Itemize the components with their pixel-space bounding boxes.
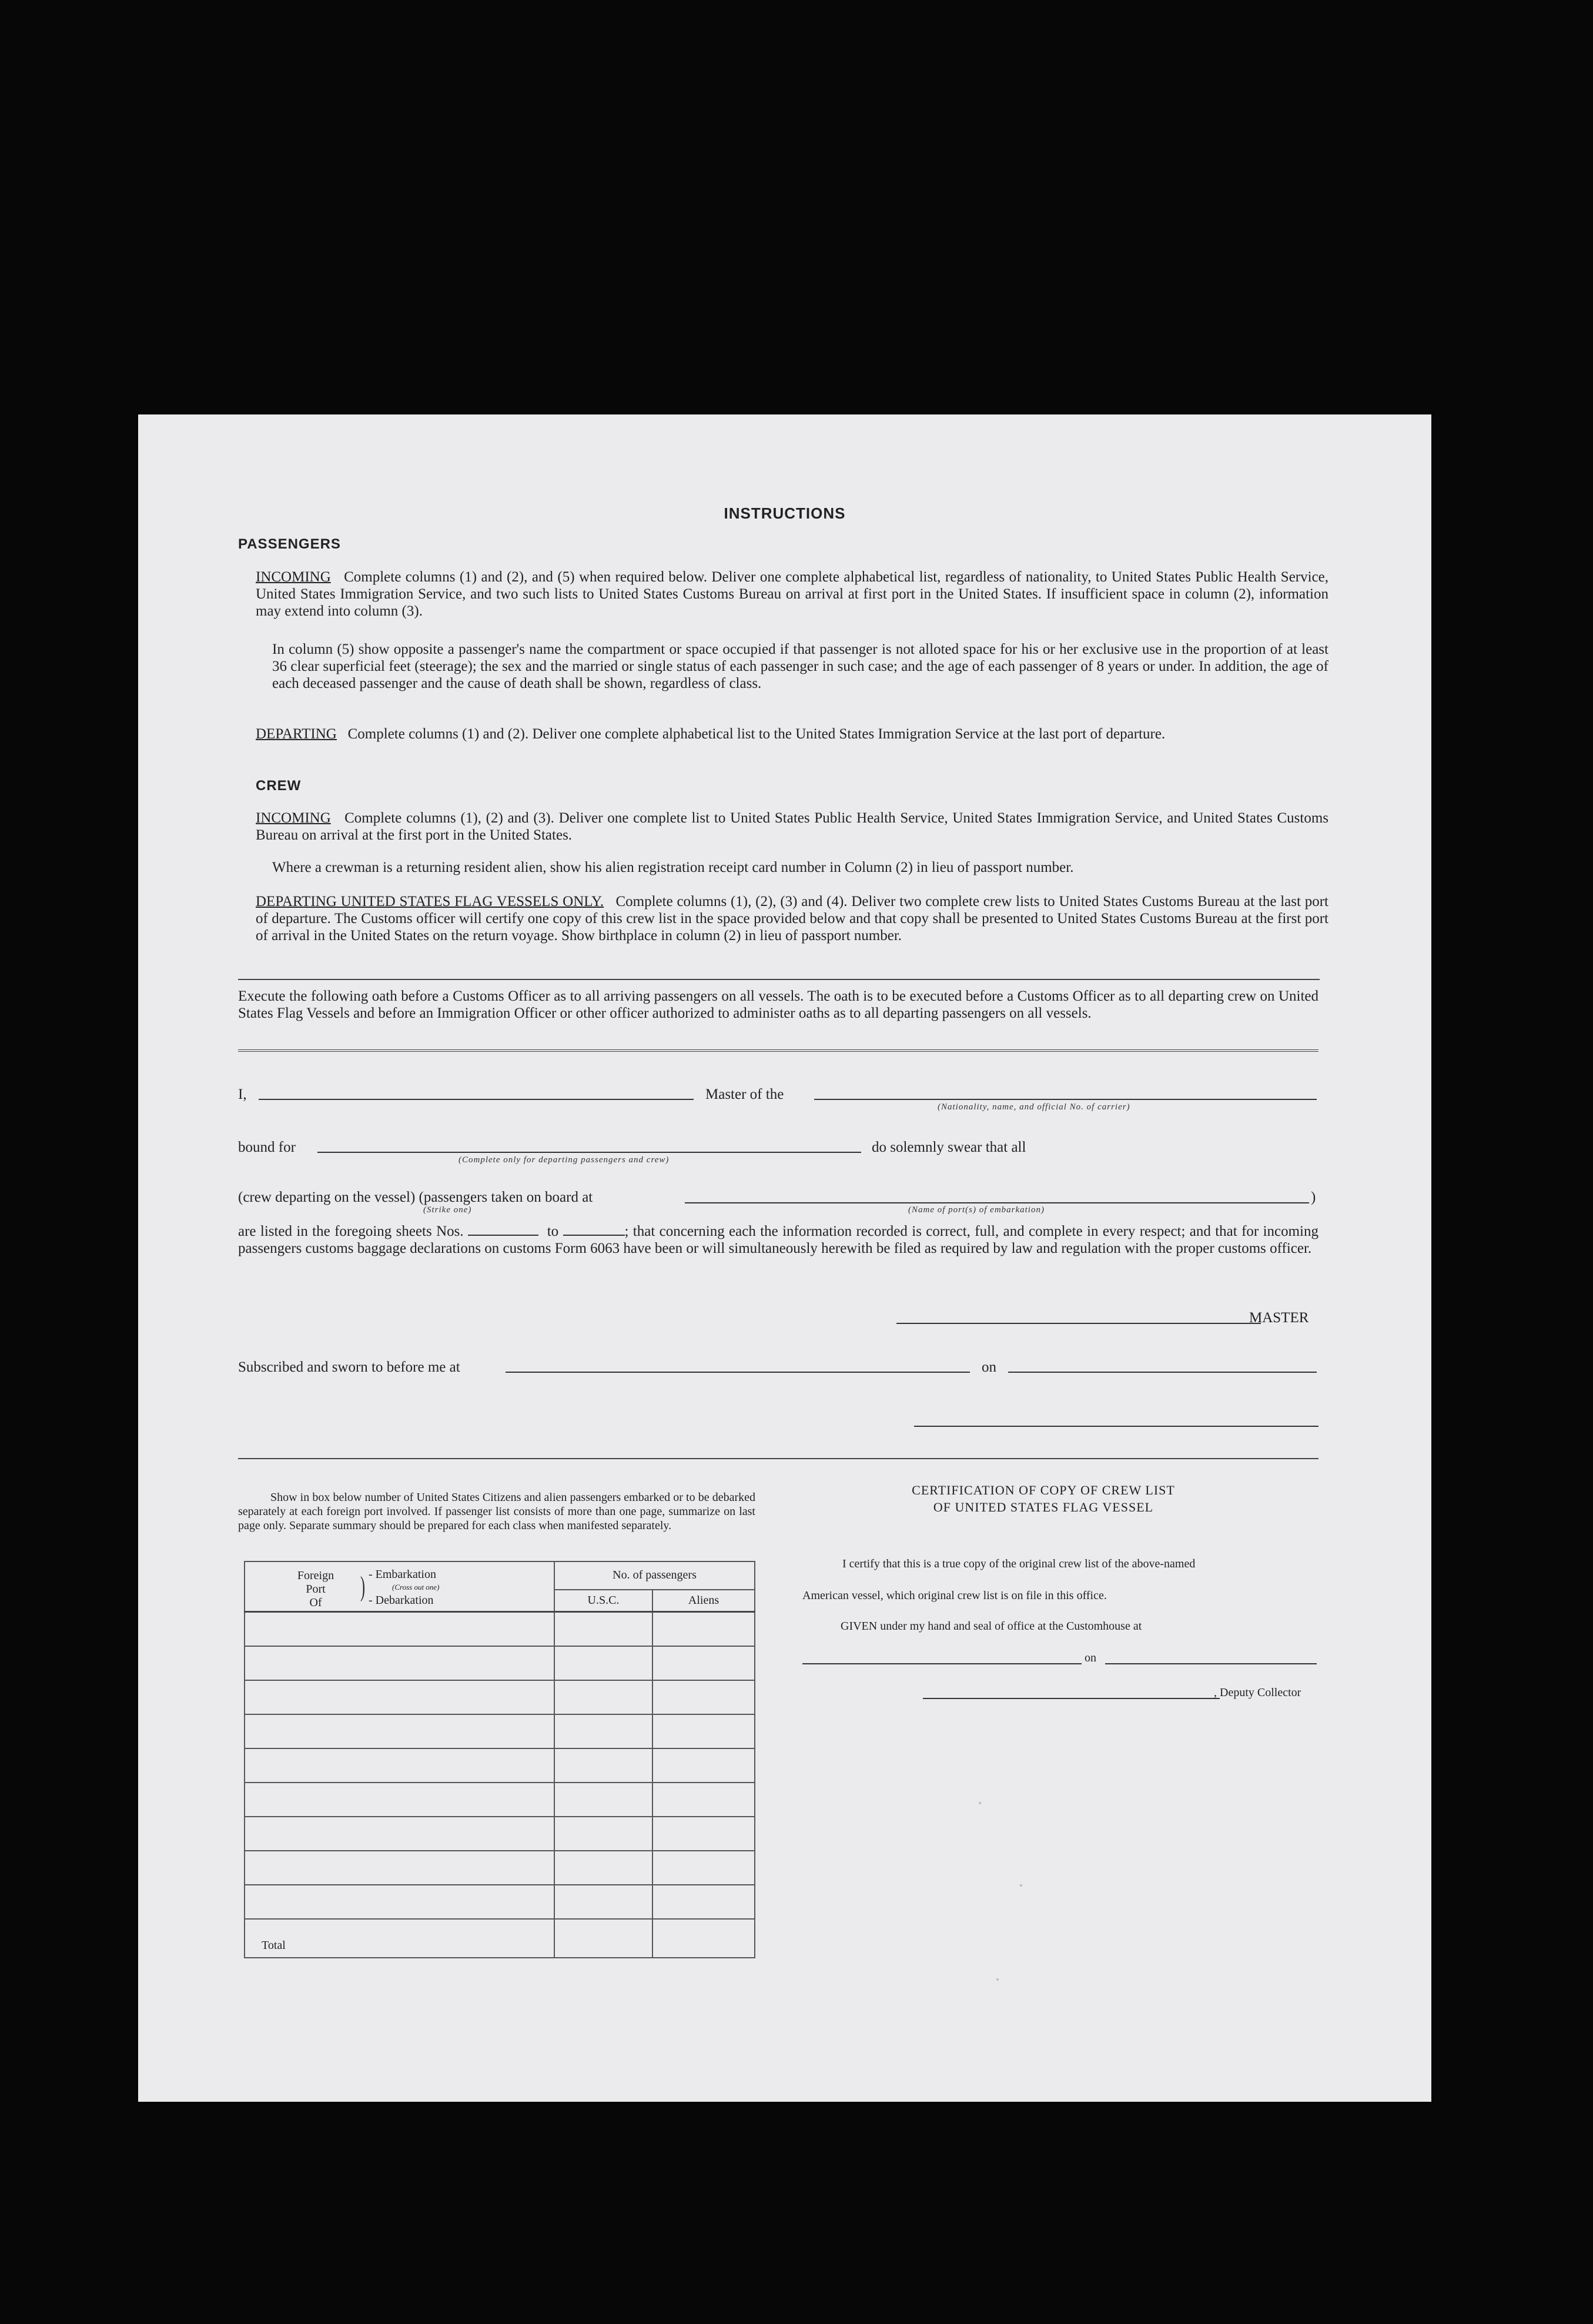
oath-intro-paragraph: Execute the following oath before a Customs Officer as to all arriving passengers on all vessels. The oath is to be executed before a Customs Officer as to all departing crew on United States Flag Vessels and before an Immigration Officer or other officer authorized to administer oaths as to all departing passengers on all vessels. [238,988,1318,1021]
passengers-incoming-paragraph [256,569,1328,620]
crew-departing-paragraph [256,893,1328,944]
scan-speck [996,1978,999,1981]
master-signature-field[interactable] [896,1323,1261,1324]
aliens-cell[interactable] [652,1885,755,1919]
subscribed-place-field[interactable] [506,1372,970,1373]
ports-caption: (Name of port(s) of embarkation) [908,1205,1045,1215]
bound-for-caption: (Complete only for departing passengers and crew) [459,1155,670,1165]
master-label: MASTER [1249,1310,1309,1326]
instructions-title: INSTRUCTIONS [724,504,846,522]
subscribed-date-field[interactable] [1008,1372,1317,1373]
certification-on-label: on [1085,1651,1096,1664]
vessel-text: American vessel, which original crew list is on file in this office. [802,1589,1107,1602]
close-paren: ) [1311,1189,1316,1205]
certify-text: I certify that this is a true copy of the original crew list of the above-named [842,1557,1196,1570]
aliens-cell[interactable] [652,1612,755,1646]
crew-departing-label: DEPARTING UNITED STATES FLAG VESSELS ONLY. [256,894,604,909]
foreign-port-label: Foreign [297,1569,334,1582]
crew-incoming-text: Complete columns (1), (2) and (3). Deliver one complete list to United States Public Health Service, United States Immigration Service, and United States Customs Bureau on arrival at the first port in the United States. [256,810,1329,843]
aliens-cell[interactable] [652,1646,755,1680]
foreign-port-label: Port [306,1583,326,1596]
crew-incoming-label: INCOMING [256,810,331,826]
usc-cell[interactable] [554,1612,652,1646]
port-cell[interactable] [245,1817,554,1851]
aliens-cell[interactable] [652,1680,755,1714]
crew-departing-text: Complete columns (1), (2), (3) and (4). Deliver two complete crew lists to United States Customs Bureau at the last port of departure. The Customs officer will certify one copy of this crew list in the space provided below and that copy shall be presented to United States Customs Bureau at the first port of arrival in the United States on the return voyage. Show birthplace in column (2) in lieu of passport number. [256,894,1329,944]
usc-cell[interactable] [554,1748,652,1783]
oath-i-label: I, [238,1086,247,1102]
divider [238,1458,1318,1459]
crew-resident-paragraph: Where a crewman is a returning resident alien, show his alien registration receipt card number in Column (2) in lieu of passport number. [272,860,1074,875]
scan-speck [979,1802,981,1804]
crew-departing-text: (crew departing on the vessel) (passengers taken on board at [238,1189,593,1205]
deputy-collector-label: , Deputy Collector [1214,1686,1301,1699]
passengers-incoming-text: Complete columns (1) and (2), and (5) when required below. Deliver one complete alphabetical list, regardless of nationality, to United States Public Health Service, United States Immigration Service, and two such lists to United States Customs Bureau on arrival at first port in the United States. If insufficient space in column (2), information may extend into column (3). [256,569,1329,619]
port-cell[interactable] [245,1783,554,1817]
usc-cell[interactable] [554,1783,652,1817]
bound-for-label: bound for [238,1139,296,1155]
given-text: GIVEN under my hand and seal of office at the Customhouse at [841,1620,1142,1633]
subscribed-on-label: on [982,1359,996,1375]
passengers-heading: PASSENGERS [238,536,341,552]
embarkation-label: - Embarkation [369,1568,436,1581]
port-cell[interactable] [245,1646,554,1680]
listed-suffix: ; that concerning each the information recorded is correct, full, and complete in every respect; and that for incoming passengers customs baggage declarations on customs Form 6063 have been or will simultaneously herewith be filed as required by law and regulation with the proper customs officer. [238,1223,1319,1256]
customhouse-field[interactable] [802,1663,1082,1664]
passengers-incoming-label: INCOMING [256,569,331,585]
crew-incoming-paragraph [256,810,1328,844]
passenger-summary-table [244,1561,755,1958]
deputy-signature-field[interactable] [923,1698,1220,1699]
usc-cell[interactable] [554,1680,652,1714]
certification-subtitle: OF UNITED STATES FLAG VESSEL [933,1500,1154,1514]
summary-note: Show in box below number of United States Citizens and alien passengers embarked or to be debarked separately at each foreign port involved. If passenger list consists of more than one page, summarize on last page only. Separate summary should be prepared for each class when manifested separately. [238,1491,755,1532]
master-name-field[interactable] [259,1099,694,1100]
usc-header: U.S.C. [554,1590,652,1612]
port-cell[interactable] [245,1748,554,1783]
aliens-total-cell[interactable] [652,1919,755,1958]
nationality-caption: (Nationality, name, and official No. of carrier) [938,1102,1130,1112]
usc-total-cell[interactable] [554,1919,652,1958]
form-page [138,414,1431,2102]
listed-to: to [547,1223,559,1239]
usc-cell[interactable] [554,1714,652,1748]
debarkation-label: - Debarkation [369,1594,434,1607]
scan-speck [1020,1884,1022,1887]
port-header-cell [245,1561,554,1612]
usc-cell[interactable] [554,1646,652,1680]
usc-cell[interactable] [554,1885,652,1919]
foreign-port-label: Of [309,1596,322,1609]
port-cell[interactable] [245,1714,554,1748]
cross-out-caption: (Cross out one) [392,1583,440,1591]
crew-heading: CREW [256,778,302,794]
subscribed-label: Subscribed and sworn to before me at [238,1359,460,1375]
total-label: Total [245,1919,554,1958]
aliens-cell[interactable] [652,1851,755,1885]
certification-date-field[interactable] [1105,1663,1317,1664]
listed-prefix: are listed in the foregoing sheets Nos. [238,1223,464,1239]
usc-cell[interactable] [554,1817,652,1851]
port-cell[interactable] [245,1885,554,1919]
passengers-departing-text: Complete columns (1) and (2). Deliver one complete alphabetical list to the United States Immigration Service at the last port of departure. [347,726,1166,742]
passengers-column5-paragraph: In column (5) show opposite a passenger's name the compartment or space occupied if that passenger is not alloted space for his or her exclusive use in the proportion of at least 36 clear superficial feet (steerage); the sex and the married or single status of each passenger in such case; and the age of each passenger of 8 years or under. In addition, the age of each deceased passenger and the cause of death shall be shown, regardless of class. [272,641,1328,691]
sheet-from-field[interactable] [468,1224,538,1236]
swear-text: do solemnly swear that all [872,1139,1026,1155]
aliens-cell[interactable] [652,1783,755,1817]
brace-icon: ) [360,1571,365,1602]
embarkation-ports-field[interactable] [685,1202,1309,1203]
aliens-header: Aliens [652,1590,755,1612]
carrier-field[interactable] [814,1099,1317,1100]
aliens-cell[interactable] [652,1748,755,1783]
passengers-departing-label: DEPARTING [256,726,337,742]
strike-caption: (Strike one) [423,1205,472,1215]
divider [238,979,1320,980]
passengers-header: No. of passengers [554,1561,755,1590]
aliens-cell[interactable] [652,1817,755,1851]
port-cell[interactable] [245,1612,554,1646]
certification-title: CERTIFICATION OF COPY OF CREW LIST [912,1483,1175,1497]
passengers-departing-paragraph [256,725,1328,743]
aliens-cell[interactable] [652,1714,755,1748]
port-cell[interactable] [245,1851,554,1885]
master-of-label: Master of the [705,1086,784,1102]
divider [238,1049,1318,1054]
sheet-to-field[interactable] [563,1224,625,1236]
usc-cell[interactable] [554,1851,652,1885]
officer-signature-field[interactable] [914,1426,1318,1427]
listed-paragraph [238,1223,1318,1257]
port-cell[interactable] [245,1680,554,1714]
bound-for-field[interactable] [317,1152,861,1153]
